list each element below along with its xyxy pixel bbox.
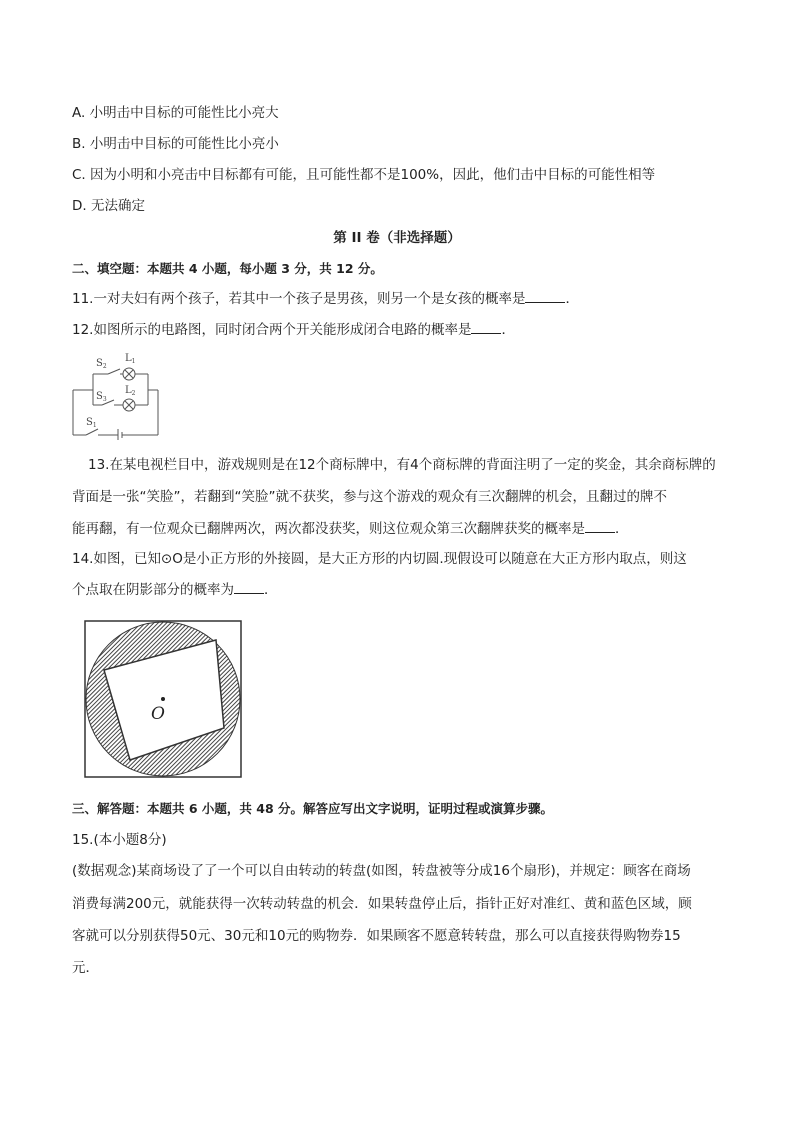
question-11 (72, 289, 579, 309)
question-12-text: 12.如图所示的电路图，同时闭合两个开关能形成闭合电路的概率是 (72, 322, 472, 338)
option-a: A. 小明击中目标的可能性比小亮大 (72, 105, 279, 121)
center-point (161, 697, 165, 701)
s1-label: $S_1$ (86, 417, 97, 429)
question-13-end: ． (615, 521, 629, 537)
answer-blank (471, 321, 501, 334)
question-12-end: ． (501, 322, 515, 338)
question-11-text: 11.一对夫妇有两个孩子，若其中一个孩子是男孩，则另一个是女孩的概率是 (72, 291, 526, 307)
question-14-line2 (72, 580, 278, 600)
question-13-line1: 13.在某电视栏目中，游戏规则是在12个商标牌中，有4个商标牌的背面注明了一定的奖金，其余商标牌的 (88, 457, 716, 473)
l1-label: $L_1$ (125, 353, 136, 365)
answer-blank (585, 520, 615, 533)
section2-header: 二、填空题：本题共 4 小题，每小题 3 分，共 12 分。 (72, 261, 383, 276)
question-11-end: ． (565, 291, 579, 307)
question-13-line2: 背面是一张“笑脸”，若翻到“笑脸”就不获奖，参与这个游戏的观众有三次翻牌的机会，且翻过的牌不 (72, 489, 667, 505)
section3-header: 三、解答题：本题共 6 小题，共 48 分。解答应写出文字说明，证明过程或演算步骤。 (72, 801, 554, 816)
option-c: C. 因为小明和小亮击中目标都有可能，且可能性都不是100%，因此，他们击中目标的可能性相等 (72, 167, 656, 183)
circuit-diagram (68, 350, 168, 440)
option-b: B. 小明击中目标的可能性比小亮小 (72, 136, 279, 152)
question-13-text: 能再翻，有一位观众已翻牌两次，两次都没获奖，则这位观众第三次翻牌获奖的概率是 (72, 521, 585, 537)
answer-blank (525, 290, 565, 303)
question-15-line1: (数据观念)某商场设了了一个可以自由转动的转盘(如图，转盘被等分成16个扇形)，并规定：顾客在商场 (72, 863, 691, 879)
question-15-line2: 消费每满200元，就能获得一次转动转盘的机会．如果转盘停止后，指针正好对准红、黄和蓝色区域，顾 (72, 896, 692, 912)
question-15-line3: 客就可以分别获得50元、30元和10元的购物券．如果顾客不愿意转转盘，那么可以直接获得购物券15 (72, 928, 681, 944)
part2-title: 第 II 卷（非选择题） (333, 230, 461, 246)
question-15-line4: 元． (72, 960, 99, 976)
question-13-line3 (72, 519, 629, 539)
center-label: O (151, 704, 165, 724)
question-14-line1: 14.如图，已知⊙O是小正方形的外接圆，是大正方形的内切圆.现假设可以随意在大正方形内取点，则这 (72, 551, 687, 567)
s2-label: $S_2$ (96, 358, 107, 370)
option-d: D. 无法确定 (72, 198, 145, 214)
question-12 (72, 320, 515, 340)
question-15-title: 15.(本小题8分) (72, 832, 167, 848)
question-14-text: 个点取在阴影部分的概率为 (72, 582, 234, 598)
question-14-end: ． (264, 582, 278, 598)
l2-label: $L_2$ (125, 385, 136, 397)
answer-blank (234, 581, 264, 594)
s3-label: $S_3$ (96, 391, 107, 403)
circle-square-figure (84, 620, 244, 780)
